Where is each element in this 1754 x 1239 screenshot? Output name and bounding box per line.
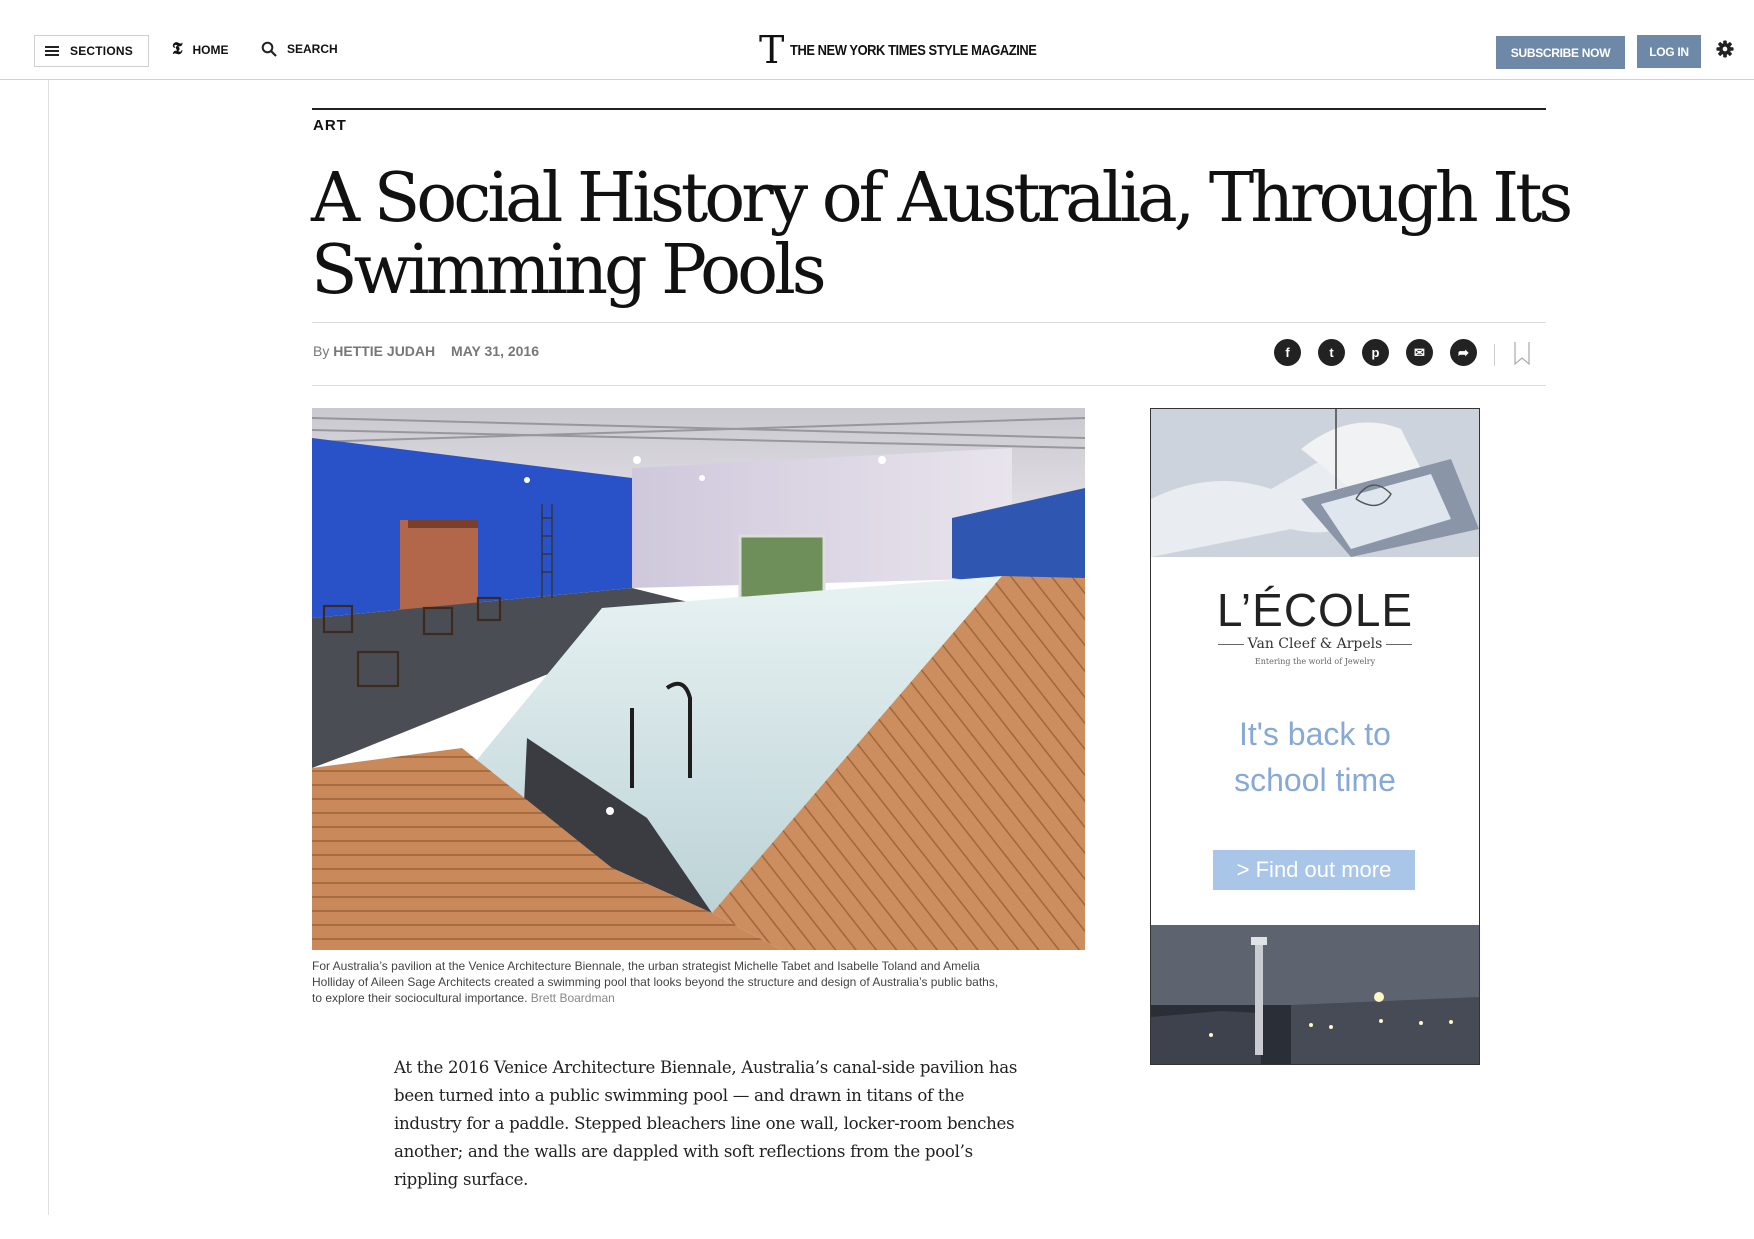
facebook-share-button[interactable] xyxy=(1274,339,1301,366)
brand-t: T xyxy=(759,28,785,72)
byline-prefix: By xyxy=(313,343,330,359)
home-label: HOME xyxy=(192,42,229,57)
ad-rule-right xyxy=(1386,644,1412,645)
hamburger-icon xyxy=(45,46,59,56)
header-rule xyxy=(312,108,1546,110)
facebook-icon: f xyxy=(1285,345,1290,360)
meta-divider-top xyxy=(312,322,1546,323)
publish-date: MAY 31, 2016 xyxy=(451,343,539,359)
brand-logo-link[interactable] xyxy=(759,28,1077,72)
sections-label: SECTIONS xyxy=(70,44,133,58)
login-button[interactable]: LOG IN xyxy=(1637,35,1701,68)
gear-icon[interactable] xyxy=(1716,40,1734,58)
search-icon xyxy=(261,41,277,57)
ad-engraving-image xyxy=(1151,409,1479,557)
author-link[interactable]: HETTIE JUDAH xyxy=(333,343,436,359)
email-icon: ✉ xyxy=(1414,344,1425,360)
ad-brandline xyxy=(1151,636,1479,652)
ad-logo: L’ÉCOLE xyxy=(1216,584,1414,636)
ad-slogan-line2: school time xyxy=(1234,762,1396,798)
email-share-button[interactable] xyxy=(1406,339,1433,366)
page-left-border xyxy=(48,80,49,1215)
search-label: SEARCH xyxy=(287,42,338,56)
sections-button[interactable] xyxy=(34,35,149,67)
more-share-button[interactable] xyxy=(1450,339,1477,366)
subscribe-button[interactable]: SUBSCRIBE NOW xyxy=(1496,36,1625,69)
meta-divider-bottom xyxy=(312,385,1546,386)
photo-credit: Brett Boardman xyxy=(530,991,615,1005)
twitter-icon: t xyxy=(1329,345,1334,360)
ad-rule-left xyxy=(1218,644,1244,645)
ad-slogan xyxy=(1151,711,1479,803)
ad-tagline: Entering the world of Jewelry xyxy=(1254,657,1376,666)
search-link[interactable] xyxy=(261,41,338,57)
pinterest-icon: p xyxy=(1371,345,1380,360)
home-link[interactable] xyxy=(172,41,228,58)
advertisement[interactable] xyxy=(1150,408,1480,1065)
ad-place-vendome-image xyxy=(1151,925,1479,1064)
twitter-share-button[interactable] xyxy=(1318,339,1345,366)
pinterest-share-button[interactable] xyxy=(1362,339,1389,366)
hero-image[interactable] xyxy=(312,408,1085,950)
brand-name: THE NEW YORK TIMES STYLE MAGAZINE xyxy=(790,41,1037,59)
top-bar xyxy=(0,0,1754,80)
headline: A Social History of Australia, Through Its Swimming Pools xyxy=(311,159,1570,310)
byline xyxy=(313,343,539,359)
section-kicker-link[interactable]: ART xyxy=(313,117,347,134)
share-arrow-icon: ➦ xyxy=(1458,344,1469,360)
share-divider xyxy=(1494,344,1495,366)
article-paragraph: At the 2016 Venice Architecture Biennale, Australia’s canal-side pavilion has been turned into a public swimming pool — and drawn in titans of the industry for a paddle. Stepped bleachers line one wall, locker-room benches another; and the walls are dappled with soft reflections from the pool’s rippling surface. xyxy=(394,1058,1018,1189)
ad-slogan-line1: It's back to xyxy=(1239,716,1391,752)
caption-text: For Australia’s pavilion at the Venice Architecture Biennale, the urban strategist Michelle Tabet and Isabelle Toland and Amelia Holliday of Aileen Sage Architects created a swimming pool that looks beyond the structure and design of Australia’s public baths, to explore their sociocultural importance. xyxy=(312,959,999,1005)
nyt-t-icon: 𝕿 xyxy=(172,39,183,59)
bookmark-icon[interactable] xyxy=(1514,340,1530,366)
ad-brand-name: Van Cleef & Arpels xyxy=(1247,636,1383,652)
image-caption xyxy=(312,958,1002,1006)
ad-find-out-more-button[interactable]: > Find out more xyxy=(1213,850,1415,890)
